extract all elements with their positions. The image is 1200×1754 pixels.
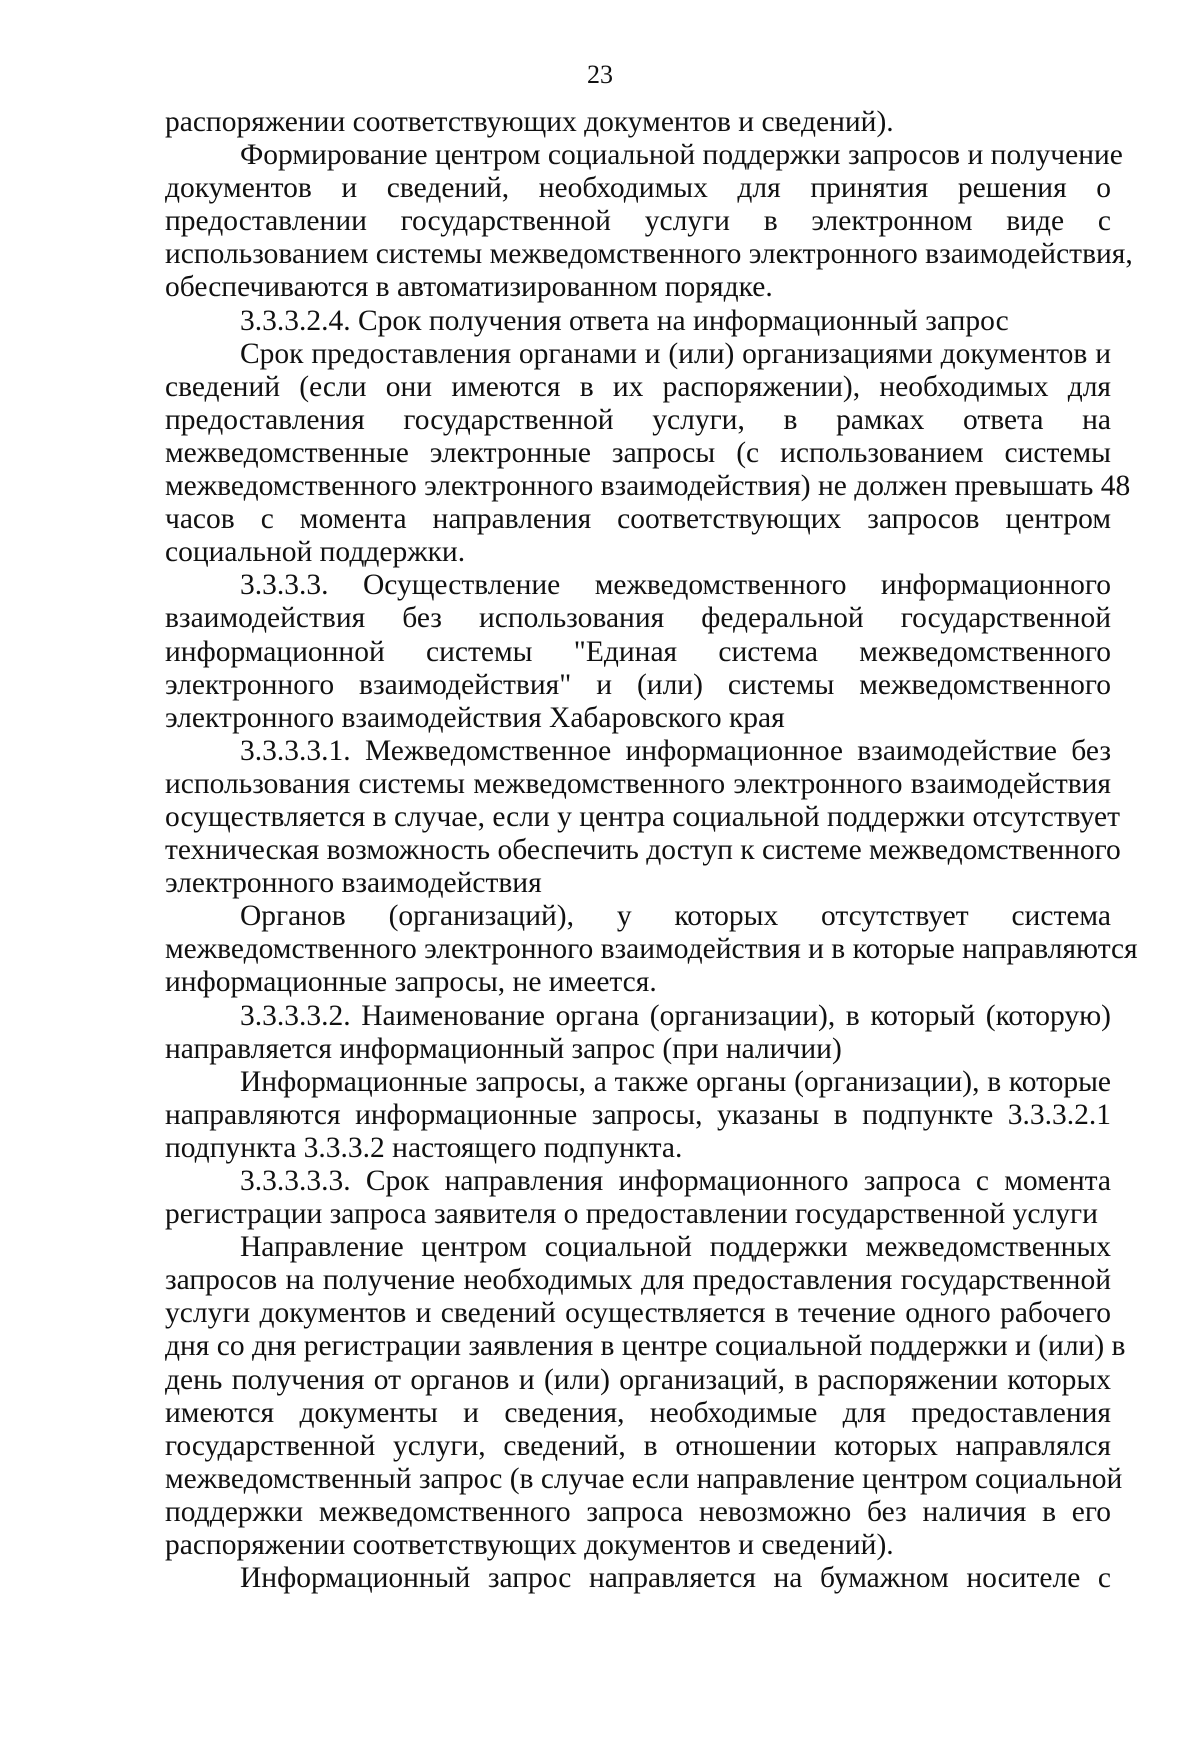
text-line: социальной поддержки. bbox=[165, 536, 466, 569]
text-line: взаимодействия без использования федеральной государственной bbox=[165, 602, 1111, 635]
text-line: дня со дня регистрации заявления в центре социальной поддержки и (или) в bbox=[165, 1330, 1126, 1363]
text-line: документов и сведений, необходимых для принятия решения о bbox=[165, 172, 1111, 205]
text-line: Органов (организаций), у которых отсутствует система bbox=[240, 900, 1111, 933]
text-line: осуществляется в случае, если у центра социальной поддержки отсутствует bbox=[165, 800, 1121, 833]
text-line: предоставления государственной услуги, в рамках ответа на bbox=[165, 403, 1111, 436]
text-line: Информационный запрос направляется на бумажном носителе с bbox=[240, 1562, 1111, 1595]
text-line: 3.3.3.3.3. Срок направления информационного запроса с момента bbox=[240, 1165, 1111, 1197]
text-line: направляются информационные запросы, указаны в подпункте 3.3.3.2.1 bbox=[165, 1098, 1111, 1131]
text-line: распоряжении соответствующих документов и сведений). bbox=[165, 1529, 894, 1562]
text-line: 3.3.3.3.2. Наименование органа (организации), в который (которую) bbox=[240, 999, 1111, 1032]
text-line: электронного взаимодействия" и (или) системы межведомственного bbox=[165, 668, 1111, 701]
text-line: электронного взаимодействия Хабаровского края bbox=[165, 701, 785, 734]
text-line: день получения от органов и (или) организаций, в распоряжении которых bbox=[165, 1363, 1111, 1396]
text-line: распоряжении соответствующих документов и сведений). bbox=[165, 106, 894, 138]
text-line: Информационные запросы, а также органы (организации), в которые bbox=[240, 1065, 1111, 1098]
text-line: услуги документов и сведений осуществляется в течение одного рабочего bbox=[165, 1297, 1111, 1330]
text-line: регистрации запроса заявителя о предоставлении государственной услуги bbox=[165, 1198, 1098, 1231]
text-line: направляется информационный запрос (при наличии) bbox=[165, 1032, 842, 1065]
text-line: обеспечиваются в автоматизированном порядке. bbox=[165, 271, 773, 304]
text-line: электронного взаимодействия bbox=[165, 867, 542, 900]
page-number: 23 bbox=[587, 60, 613, 89]
text-line: Формирование центром социальной поддержки запросов и получение bbox=[240, 139, 1123, 172]
text-line: межведомственные электронные запросы (с использованием системы bbox=[165, 436, 1111, 469]
text-line: использования системы межведомственного электронного взаимодействия bbox=[165, 767, 1111, 800]
text-line: государственной услуги, сведений, в отношении которых направлялся bbox=[165, 1429, 1111, 1462]
text-line: имеются документы и сведения, необходимые для предоставления bbox=[165, 1396, 1111, 1429]
text-line: 3.3.3.3.1. Межведомственное информационное взаимодействие без bbox=[240, 734, 1111, 767]
text-line: использованием системы межведомственного электронного взаимодействия, bbox=[165, 238, 1133, 271]
text-line: 3.3.3.2.4. Срок получения ответа на информационный запрос bbox=[240, 304, 1009, 337]
text-line: часов с момента направления соответствующих запросов центром bbox=[165, 503, 1111, 536]
text-line: предоставлении государственной услуги в электронном виде с bbox=[165, 205, 1111, 238]
document-body bbox=[165, 106, 1138, 1595]
text-line: подпункта 3.3.3.2 настоящего подпункта. bbox=[165, 1131, 683, 1164]
text-line: запросов на получение необходимых для предоставления государственной bbox=[165, 1264, 1111, 1297]
text-line: сведений (если они имеются в их распоряжении), необходимых для bbox=[165, 370, 1111, 403]
text-line: межведомственного электронного взаимодействия) не должен превышать 48 bbox=[165, 470, 1131, 503]
text-line: поддержки межведомственного запроса невозможно без наличия в его bbox=[165, 1495, 1111, 1528]
text-line: межведомственный запрос (в случае если направление центром социальной bbox=[165, 1462, 1123, 1495]
text-line: межведомственного электронного взаимодействия и в которые направляются bbox=[165, 933, 1138, 966]
text-line: информационной системы "Единая система межведомственного bbox=[165, 635, 1111, 668]
text-line: Направление центром социальной поддержки межведомственных bbox=[240, 1231, 1111, 1264]
text-line: техническая возможность обеспечить доступ к системе межведомственного bbox=[165, 834, 1121, 867]
text-line: информационные запросы, не имеется. bbox=[165, 966, 657, 999]
text-line: Срок предоставления органами и (или) организациями документов и bbox=[240, 337, 1111, 370]
text-line: 3.3.3.3. Осуществление межведомственного информационного bbox=[240, 569, 1111, 602]
